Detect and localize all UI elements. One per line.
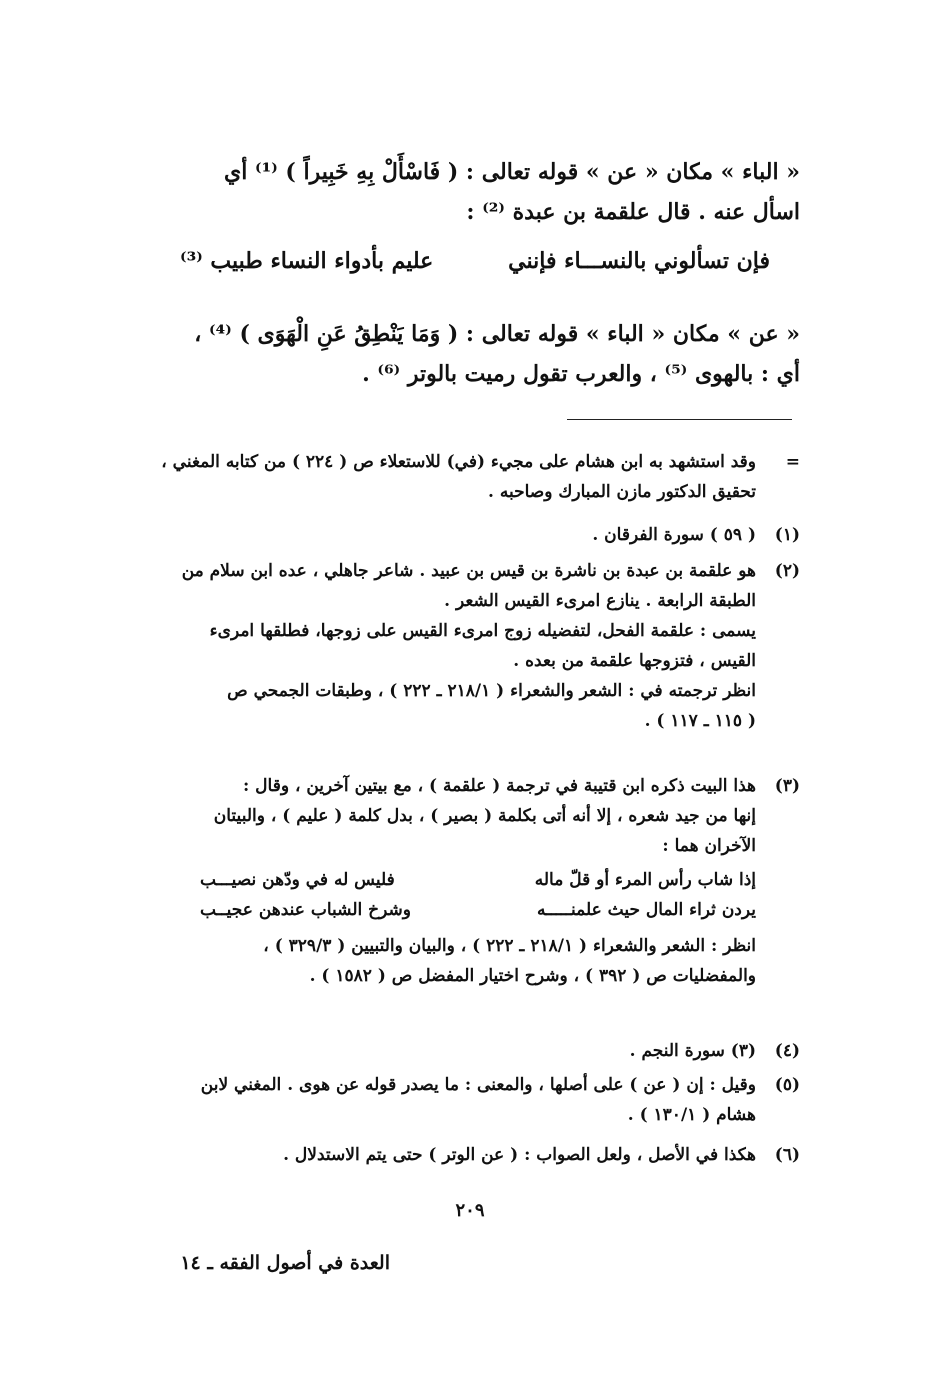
main-paragraph-2 <box>150 314 800 394</box>
footnote-line: الطبقة الرابعة . ينازع امرىء القيس الشعر . <box>444 591 756 611</box>
footnote-line: الآخران هما : <box>662 836 756 856</box>
footnote-line: هشام ( ١٣٠/١ ) . <box>627 1105 756 1125</box>
footnote-2 <box>150 556 800 736</box>
verse-first-half: فإن تسألوني بالنســـاء فإنني <box>508 248 770 274</box>
text-line: « عن » مكان « الباء » قوله تعالى : ( وَمَا يَنْطِقُ عَنِ الْهَوَى ) ⁽⁴⁾ ، <box>194 321 800 347</box>
running-footer: العدة في أصول الفقه ـ ١٤ <box>180 1252 390 1274</box>
page-number: ٢٠٩ <box>455 1200 485 1221</box>
footnote-6 <box>150 1140 800 1170</box>
footnote-continuation <box>150 447 800 507</box>
footnote-verse <box>150 895 756 925</box>
footnote-separator <box>567 419 792 420</box>
verse-second-half: وشرخ الشباب عندهن عجيــب <box>200 900 411 920</box>
footnote-mark: (١) <box>774 525 800 545</box>
footnote-line: (٣) سورة النجم . <box>629 1041 756 1061</box>
footnote-line: يسمى : علقمة الفحل، لتفضيله زوج امرىء القيس على زوجها، فطلقها امرىء <box>209 621 756 641</box>
footnote-line: إنها من جيد شعره ، إلا أنه أتى بكلمة ( بصير ) ، بدل كلمة ( عليم ) ، والبيتان <box>213 806 756 826</box>
footnote-verse <box>150 865 756 895</box>
footnote-5 <box>150 1070 800 1130</box>
footnote-line: القيس ، فتزوجها علقمة من بعده . <box>513 651 756 671</box>
footnote-3 <box>150 771 800 991</box>
footnote-mark: (٦) <box>774 1145 800 1165</box>
verse-second-half: عليم بأدواء النساء طبيب ⁽³⁾ <box>180 248 434 274</box>
main-paragraph-1 <box>150 152 800 232</box>
verse-first-half: إذا شاب رأس المرء أو قلّ ماله <box>534 870 756 890</box>
verse-first-half: يردن ثراء المال حيث علمنـــــه <box>536 900 756 920</box>
text-line: اسأل عنه . قال علقمة بن عبدة ⁽²⁾ : <box>466 199 800 225</box>
footnote-mark: (٤) <box>774 1041 800 1061</box>
footnote-line: هكذا في الأصل ، ولعل الصواب : ( عن الوتر ) حتى يتم الاستدلال . <box>283 1145 756 1165</box>
footnote-mark: (٥) <box>774 1075 800 1095</box>
poetry-verse <box>180 248 770 288</box>
footnote-mark: (٢) <box>774 561 800 581</box>
footnote-line: هو علقمة بن عبدة بن ناشرة بن قيس بن عبيد . شاعر جاهلي ، عده ابن سلام من <box>181 561 756 581</box>
footnote-1 <box>150 520 800 550</box>
footnote-line: والمفضليات ص ( ٣٩٢ ) ، وشرح اختيار المفضل ص ( ١٥٨٢ ) . <box>309 966 756 986</box>
verse-second-half: فليس له في ودّهن نصيـــب <box>200 870 395 890</box>
footnote-line: وقد استشهد به ابن هشام على مجيء (في) للاستعلاء ص ( ٢٢٤ ) من كتابه المغني ، <box>161 452 756 472</box>
text-line: أي : بالهوى ⁽⁵⁾ ، والعرب تقول رميت بالوتر ⁽⁶⁾ . <box>362 361 800 387</box>
footnote-line: انظر ترجمته في : الشعر والشعراء ( ٢١٨/١ ـ ٢٢٢ ) ، وطبقات الجمحي ص <box>227 681 756 701</box>
footnote-line: ( ٥٩ ) سورة الفرقان . <box>592 525 756 545</box>
footnote-4 <box>150 1036 800 1066</box>
footnote-mark: = <box>785 452 800 472</box>
footnote-line: ( ١١٥ ـ ١١٧ ) . <box>644 711 756 731</box>
text-line: « الباء » مكان « عن » قوله تعالى : ( فَاسْأَلْ بِهِ خَبِيراً ) ⁽¹⁾ أي <box>224 159 800 185</box>
footnote-line: انظر : الشعر والشعراء ( ٢١٨/١ ـ ٢٢٢ ) ، والبيان والتبيين ( ٣٢٩/٣ ) ، <box>263 936 756 956</box>
footnote-line: تحقيق الدكتور مازن المبارك وصاحبه . <box>488 482 756 502</box>
footnote-line: هذا البيت ذكره ابن قتيبة في ترجمة ( علقمة ) ، مع بيتين آخرين ، وقال : <box>242 776 756 796</box>
footnote-mark: (٣) <box>774 776 800 796</box>
footnote-line: وقيل : إن ( عن ) على أصلها ، والمعنى : ما يصدر قوله عن هوى . المغني لابن <box>200 1075 756 1095</box>
